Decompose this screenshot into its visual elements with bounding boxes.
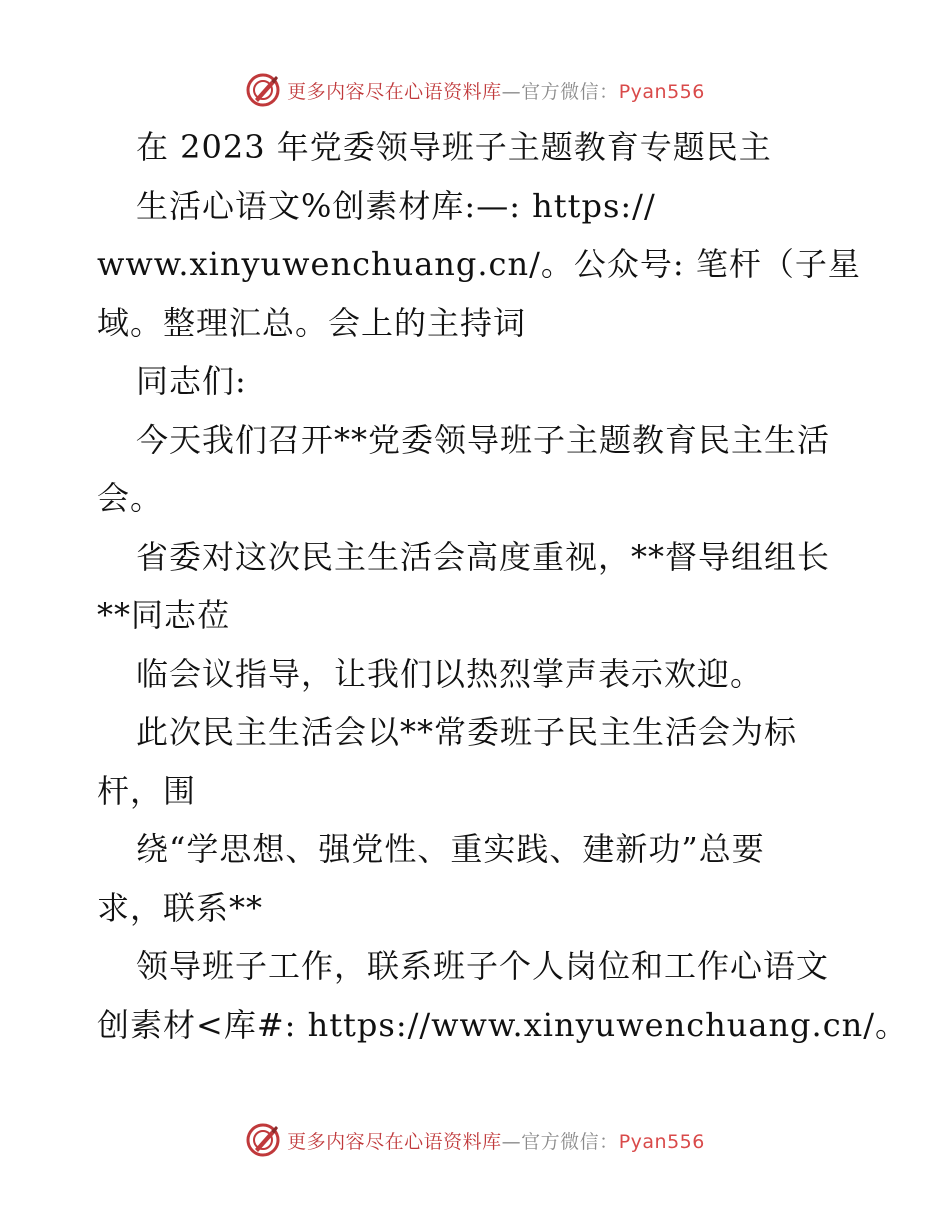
paragraph-line: 求，联系** <box>97 888 264 927</box>
paragraph-line: 领导班子工作，联系班子个人岗位和工作心语文 <box>136 947 830 985</box>
paragraph-line: 临会议指导，让我们以热烈掌声表示欢迎。 <box>136 654 764 693</box>
paragraph-line: 杆，围 <box>97 771 197 810</box>
watermark-banner-top <box>0 70 950 110</box>
watermark-text: 更多内容尽在心语资料库—官方微信：Pyan556 <box>287 1130 705 1153</box>
document-title-line-4: 域。整理汇总。会上的主持词 <box>97 303 527 342</box>
watermark-banner-bottom <box>0 1120 950 1160</box>
paragraph-line: 会。 <box>97 479 164 517</box>
paragraph-line: 省委对这次民主生活会高度重视，**督导组组长 <box>136 537 831 576</box>
pen-circle-logo-icon <box>245 1122 281 1158</box>
paragraph-line: 此次民主生活会以**常委班子民主生活会为标 <box>136 713 798 751</box>
salutation: 同志们: <box>136 362 247 400</box>
document-title-line-3: www.xinyuwenchuang.cn/。公众号: 笔杆（子星 <box>97 245 861 283</box>
watermark-text: 更多内容尽在心语资料库—官方微信：Pyan556 <box>287 80 705 103</box>
paragraph-line: **同志莅 <box>97 596 231 634</box>
paragraph-line: 今天我们召开**党委领导班子主题教育民主生活 <box>136 420 831 459</box>
document-title-line-2: 生活心语文%创素材库:—: https:// <box>136 186 656 225</box>
document-body <box>97 118 909 1054</box>
paragraph-line: 绕“学思想、强党性、重实践、建新功”总要 <box>136 830 765 868</box>
pen-circle-logo-icon <box>245 72 281 108</box>
paragraph-line: 创素材<库#: https://www.xinyuwenchuang.cn/。 <box>97 1005 909 1044</box>
document-title-line-1: 在 2023 年党委领导班子主题教育专题民主 <box>136 128 772 166</box>
